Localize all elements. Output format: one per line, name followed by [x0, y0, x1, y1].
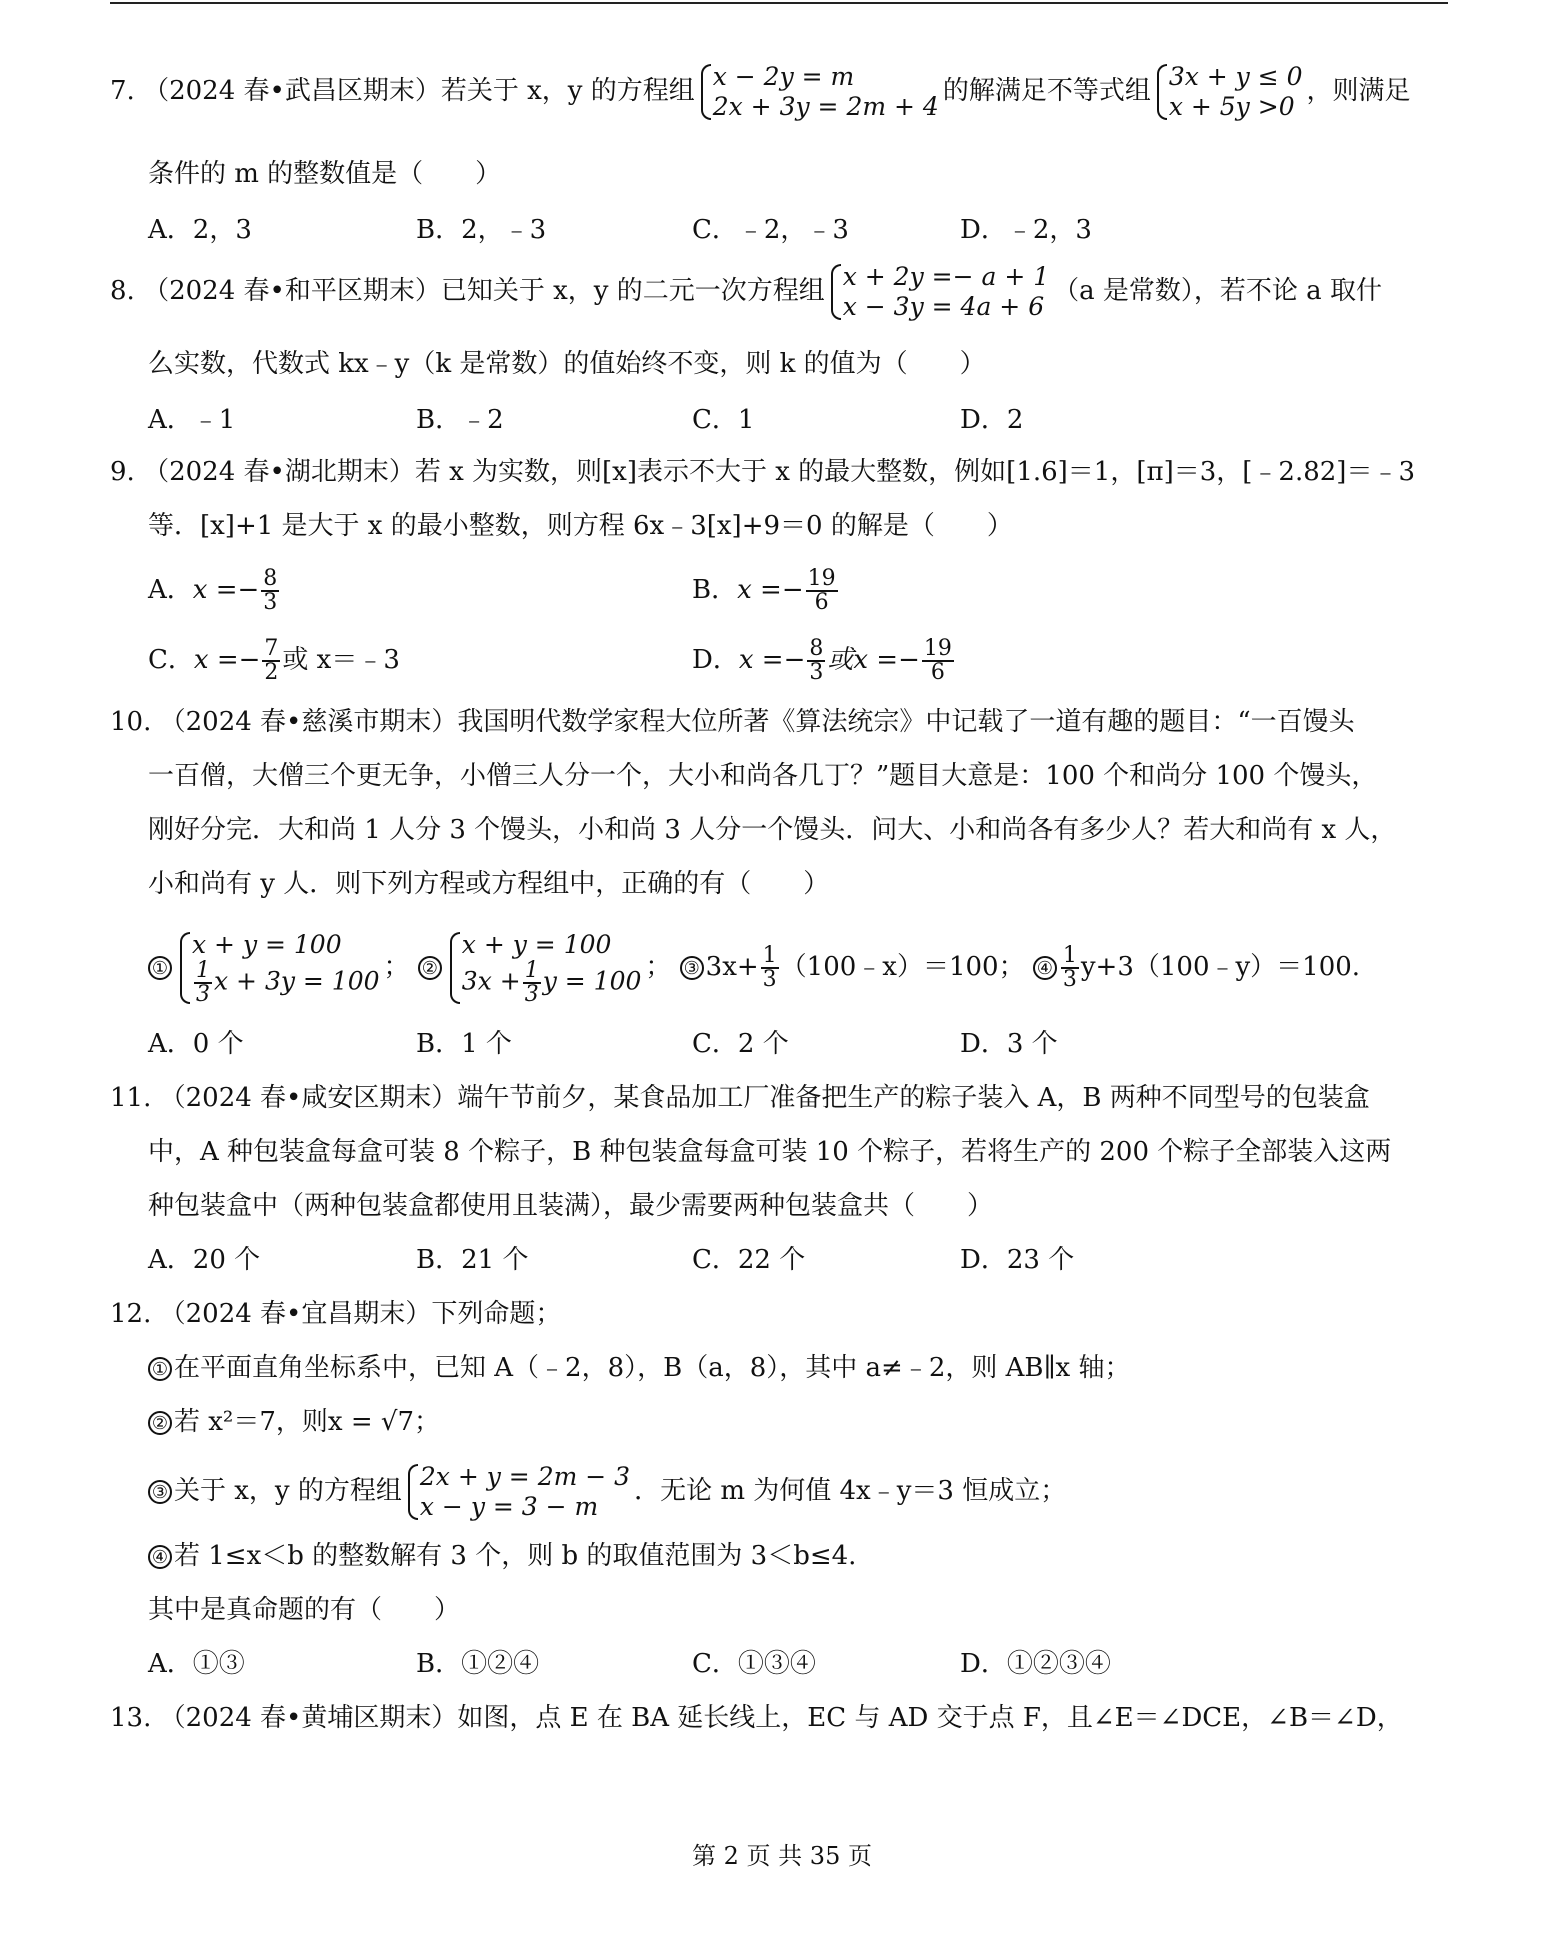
q8-option-d: D．2	[960, 405, 1024, 435]
equation-system: x + y = 100 $\frac{1}{3}$ x + 3y = 100	[178, 930, 380, 1006]
q7-option-b: B．2，﹣3	[416, 215, 547, 245]
question-7-line-2: 条件的 m 的整数值是（ ）	[148, 159, 502, 189]
circled-number: ④	[148, 1545, 172, 1569]
question-12-ask: 其中是真命题的有（ ）	[148, 1595, 461, 1625]
q9-option-c: C．x =− $\frac{7}{2}$ 或 x＝﹣3	[148, 636, 400, 685]
question-10-equations: ① x + y = 100 $\frac{1}{3}$ x + 3y = 100 ； ② x + y = 100 3x + $\frac{1}{3}$ y = 100 ； ③ 3x+ $\frac{1}{3}$ （100﹣x）＝100； ④ $\frac{1}{3}$ y+3（100﹣y）＝100.	[148, 930, 1360, 1006]
q9-option-d: D．x =− $\frac{8}{3}$ 或x =− $\frac{19}{6}$	[692, 636, 952, 685]
q7-option-a: A．2，3	[148, 215, 252, 245]
question-8-line-1: 8. （2024 春•和平区期末）已知关于 x，y 的二元一次方程组 x + 2y =− a + 1 x − 3y = 4a + 6 （a 是常数），若不论 a 取什	[110, 262, 1382, 321]
top-rule	[110, 2, 1448, 4]
q10-option-a: A．0 个	[148, 1029, 244, 1059]
proposition-4: ④ 若 1≤x＜b 的整数解有 3 个，则 b 的取值范围为 3＜b≤4.	[148, 1536, 856, 1576]
q7-option-c: C．﹣2，﹣3	[692, 215, 849, 245]
q12-option-d: D．①②③④	[960, 1649, 1111, 1679]
q8-option-c: C．1	[692, 405, 755, 435]
question-11-line-3: 种包装盒中（两种包装盒都使用且装满），最少需要两种包装盒共（ ）	[148, 1191, 994, 1221]
proposition-2: ② 若 x²＝7，则x = √7；	[148, 1402, 440, 1442]
equation-system: x + y = 100 3x + $\frac{1}{3}$ y = 100	[448, 930, 642, 1006]
circled-number: ①	[148, 1357, 172, 1381]
q9-option-a: A．x =− $\frac{8}{3}$	[148, 566, 278, 615]
q11-option-d: D．23 个	[960, 1245, 1075, 1275]
proposition-1: ① 在平面直角坐标系中，已知 A（﹣2，8），B（a，8），其中 a≠﹣2，则 AB∥x 轴；	[148, 1348, 1130, 1388]
question-8-line-2: 么实数，代数式 kx﹣y（k 是常数）的值始终不变，则 k 的值为（ ）	[148, 349, 986, 379]
q9-option-b: B．x =− $\frac{19}{6}$	[692, 566, 836, 615]
question-9-line-2: 等．[x]+1 是大于 x 的最小整数，则方程 6x﹣3[x]+9＝0 的解是（ ）	[148, 511, 1013, 541]
question-12-line-1: 12. （2024 春•宜昌期末）下列命题；	[110, 1299, 562, 1329]
question-10-line-3: 刚好分完．大和尚 1 人分 3 个馒头，小和尚 3 人分一个馒头．问大、小和尚各有多少人？若大和尚有 x 人，	[148, 815, 1397, 845]
q11-option-b: B．21 个	[416, 1245, 529, 1275]
circled-number: ①	[148, 956, 172, 980]
q10-option-c: C．2 个	[692, 1029, 789, 1059]
circled-number: ②	[418, 956, 442, 980]
q8-option-b: B．﹣2	[416, 405, 504, 435]
q11-option-a: A．20 个	[148, 1245, 261, 1275]
q12-option-c: C．①③④	[692, 1649, 816, 1679]
inequality-system: 3x + y ≤ 0 x + 5y >0	[1155, 62, 1303, 122]
question-10-line-2: 一百僧，大僧三个更无争，小僧三人分一个，大小和尚各几丁？”题目大意是：100 个和尚分 100 个馒头，	[148, 761, 1378, 791]
q10-option-d: D．3 个	[960, 1029, 1058, 1059]
q10-option-b: B．1 个	[416, 1029, 512, 1059]
circled-number: ②	[148, 1411, 172, 1435]
question-10-line-1: 10. （2024 春•慈溪市期末）我国明代数学家程大位所著《算法统宗》中记载了一道有趣的题目：“一百馒头	[110, 707, 1355, 737]
proposition-3: ③ 关于 x，y 的方程组 2x + y = 2m − 3 x − y = 3 − m ．无论 m 为何值 4x﹣y＝3 恒成立；	[148, 1460, 1066, 1522]
question-13-line-1: 13. （2024 春•黄埔区期末）如图，点 E 在 BA 延长线上，EC 与 AD 交于点 F，且∠E＝∠DCE，∠B＝∠D，	[110, 1703, 1403, 1733]
equation-system: x + 2y =− a + 1 x − 3y = 4a + 6	[829, 262, 1049, 322]
question-10-line-4: 小和尚有 y 人．则下列方程或方程组中，正确的有（ ）	[148, 869, 830, 899]
q12-option-b: B．①②④	[416, 1649, 540, 1679]
circled-number: ③	[148, 1480, 172, 1504]
circled-number: ④	[1033, 956, 1057, 980]
circled-number: ③	[680, 956, 704, 980]
question-7-line-1: 7. （2024 春•武昌区期末）若关于 x，y 的方程组 x − 2y = m 2x + 3y = 2m + 4 的解满足不等式组 3x + y ≤ 0 x + 5y >0 ，则满足	[110, 62, 1411, 121]
q11-option-c: C．22 个	[692, 1245, 806, 1275]
q7-option-d: D．﹣2，3	[960, 215, 1092, 245]
q12-option-a: A．①③	[148, 1649, 245, 1679]
q8-option-a: A．﹣1	[148, 405, 236, 435]
page-footer: 第 2 页 共 35 页	[692, 1842, 872, 1870]
question-9-line-1: 9. （2024 春•湖北期末）若 x 为实数，则[x]表示不大于 x 的最大整数，例如[1.6]＝1，[π]＝3，[﹣2.82]＝﹣3	[110, 457, 1415, 487]
equation-system: 2x + y = 2m − 3 x − y = 3 − m	[406, 1462, 630, 1522]
equation-system: x − 2y = m 2x + 3y = 2m + 4	[699, 62, 939, 122]
question-11-line-1: 11. （2024 春•咸安区期末）端午节前夕，某食品加工厂准备把生产的粽子装入 A，B 两种不同型号的包装盒	[110, 1083, 1370, 1113]
question-11-line-2: 中，A 种包装盒每盒可装 8 个粽子，B 种包装盒每盒可装 10 个粽子，若将生产的 200 个粽子全部装入这两	[148, 1137, 1392, 1167]
